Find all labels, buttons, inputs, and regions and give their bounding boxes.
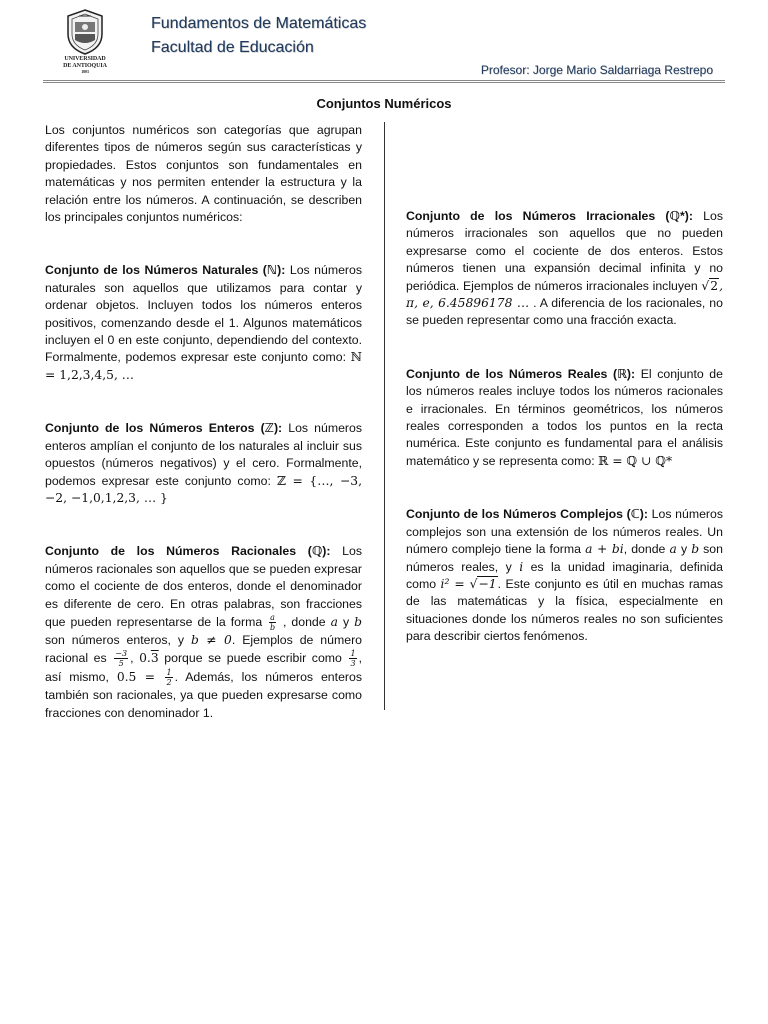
irracionales-body: . A diferencia de los racionales, no se pueden representar como una fracción exacta.	[406, 296, 723, 328]
racionales-body: , donde	[277, 614, 331, 629]
sqrt-symbol: √	[469, 576, 478, 591]
math-variable: b	[354, 614, 362, 629]
logo-text-line: UNIVERSIDAD	[64, 56, 106, 62]
reales-section	[406, 366, 723, 470]
fraction-a-over-b	[269, 613, 276, 632]
enteros-body: Los números enteros amplían el conjunto de los naturales al incluir sus opuestos (números negativos) y el cero. Formalmente, podemos expresar este conjunto como:	[45, 421, 362, 488]
logo-text-line: DE ANTIOQUIA	[63, 62, 107, 69]
racionales-body: . Además, los números enteros también son racionales, ya que pueden expresarse como fracciones con denominador 1.	[45, 670, 362, 720]
math-variable: i	[519, 559, 524, 574]
intro-paragraph: Los conjuntos numéricos son categorías que agrupan diferentes tipos de números según sus características y propiedades. Estos conjuntos son fundamentales en matemáticas y nos permiten entender la estructura y la relación entre los números. A continuación, se describen los principales conjuntos numéricos:	[45, 123, 362, 225]
repeating-decimal	[139, 651, 159, 665]
course-title: Fundamentos de Matemáticas	[151, 15, 367, 32]
math-expression: 0.5 =	[116, 670, 164, 685]
racionales-body: y	[337, 614, 355, 629]
math-variable: a	[330, 614, 338, 629]
fraction-numerator: 1	[166, 668, 172, 678]
right-column	[406, 209, 724, 646]
irracionales-heading: Conjunto de los Números Irracionales (ℚ*):	[406, 209, 693, 223]
naturales-formula: ℕ = 1,2,3,4,5, …	[45, 350, 362, 382]
fraction-example	[165, 668, 172, 687]
sqrt-argument: 2	[710, 278, 719, 293]
professor-label: Profesor:	[480, 63, 530, 77]
complejos-body: y	[676, 542, 692, 557]
racionales-body: Los números racionales son aquellos que se pueden expresar como el cociente de dos enteros, donde el denominador es diferente de cero. En otras palabras, son fracciones que pueden representarse de la forma	[45, 544, 362, 629]
complejos-body: Los números complejos son una extensión de los números reales. Un número complejo tiene la forma	[406, 507, 723, 557]
left-column	[45, 122, 362, 722]
professor-line	[481, 63, 713, 77]
fraction-numerator: −3	[115, 649, 128, 659]
reales-formula: ℝ = ℚ ∪ ℚ*	[598, 453, 673, 468]
math-variable: a	[669, 542, 677, 557]
fraction-numerator: 1	[350, 649, 356, 659]
complejos-body: , donde	[623, 542, 670, 557]
university-logo	[58, 8, 112, 78]
professor-name: Jorge Mario Saldarriaga Restrepo	[532, 63, 713, 77]
decimal-repeating-part: 3	[150, 651, 159, 666]
imaginary-definition: i² =	[440, 576, 470, 591]
complejos-section	[406, 506, 723, 645]
reales-body: El conjunto de los números reales incluye todos los números racionales e irracionales. En términos geométricos, los números reales corresponden a todos los puntos en la recta numérica. Este conjunto es fundamental para el análisis matemático y se representa como:	[406, 366, 723, 468]
document-title: Conjuntos Numéricos	[316, 96, 452, 111]
logo-university-name	[63, 56, 107, 74]
fraction-numerator: a	[270, 612, 275, 622]
column-divider	[384, 122, 385, 710]
racionales-body: son números enteros, y	[45, 632, 191, 647]
faculty-title: Facultad de Educación	[151, 39, 314, 56]
fraction-example	[114, 649, 128, 668]
enteros-section	[45, 420, 362, 507]
racionales-section	[45, 543, 362, 722]
sqrt-argument: −1	[478, 576, 497, 591]
fraction-denominator: 3	[350, 659, 356, 669]
header-divider	[43, 82, 725, 83]
fraction-example	[349, 649, 356, 668]
page-header	[0, 0, 768, 84]
decimal-integer-part: 0.	[139, 651, 151, 666]
racionales-body: porque se puede escribir como	[158, 651, 348, 666]
fraction-denominator: b	[270, 622, 276, 632]
fraction-denominator: 5	[118, 659, 124, 669]
math-variable: b	[691, 542, 700, 557]
enteros-formula: ℤ = {…, −3, −2, −1,0,1,2,3, … }	[45, 473, 363, 505]
complex-form: a + bi	[585, 542, 624, 557]
fraction-denominator: 2	[166, 678, 172, 688]
irracionales-section	[406, 208, 723, 330]
racionales-heading: Conjunto de los Números Racionales (ℚ):	[45, 544, 331, 559]
racionales-body: , así mismo,	[45, 651, 362, 685]
irrational-examples: , π, e, 6.45896178 …	[406, 278, 723, 311]
logo-text-line: 1803	[81, 69, 89, 74]
complejos-heading: Conjunto de los Números Complejos (ℂ):	[406, 507, 648, 522]
irracionales-body: Los números irracionales son aquellos que no pueden expresarse como el cociente de dos enteros. Estos números tienen una expansión decimal infinita y no periódica. Ejemplos de números irracionales incluyen	[406, 209, 724, 293]
naturales-heading: Conjunto de los Números Naturales (ℕ):	[45, 263, 286, 278]
complejos-body: son números reales, y	[406, 542, 723, 574]
racionales-body: ,	[130, 651, 140, 666]
naturales-body: Los números naturales son aquellos que utilizamos para contar y ordenar objetos. Incluyen todos los números enteros positivos, comenzando desde el 1. Algunos matemáticos incluyen el 0 en este conjunto, dependiendo del contexto. Formalmente, podemos expresar este conjunto como:	[45, 263, 362, 365]
complejos-body: es la unidad imaginaria, definida como	[406, 559, 723, 591]
naturales-section	[45, 262, 362, 384]
reales-heading: Conjunto de los Números Reales (ℝ):	[406, 366, 636, 381]
enteros-heading: Conjunto de los Números Enteros (ℤ):	[45, 421, 283, 436]
complejos-body: . Este conjunto es útil en muchas ramas de las matemáticas y la física, especialmente en situaciones donde los números reales no son suficientes para describir ciertos fenómenos.	[406, 576, 723, 644]
math-condition: b ≠ 0	[190, 632, 232, 647]
header-divider	[43, 80, 725, 81]
racionales-body: . Ejemplos de número racional es	[45, 632, 362, 666]
university-seal-icon	[65, 8, 105, 56]
sqrt-symbol: √	[701, 278, 710, 293]
